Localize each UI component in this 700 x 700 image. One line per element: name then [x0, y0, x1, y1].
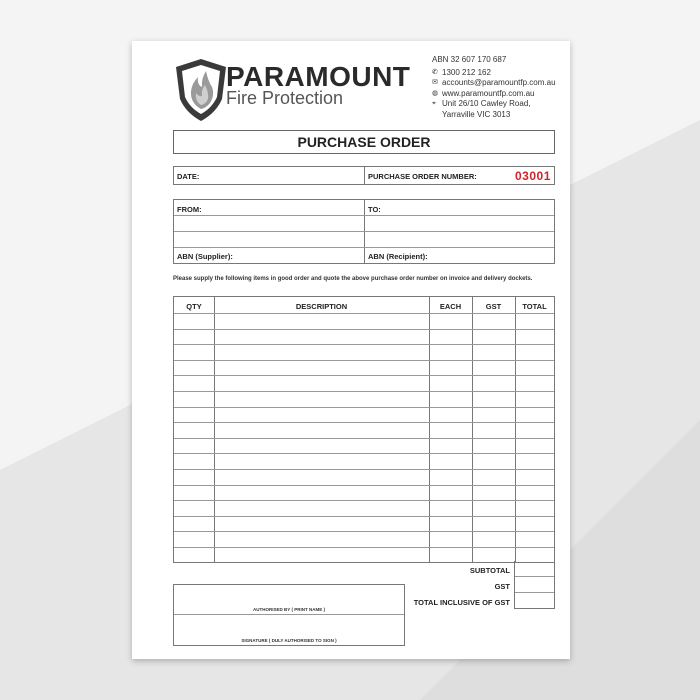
po-number-label: PURCHASE ORDER NUMBER: [368, 172, 477, 181]
table-row[interactable] [174, 516, 554, 517]
table-row[interactable] [174, 422, 554, 423]
to-label: TO: [368, 205, 381, 214]
gst-field[interactable] [515, 578, 553, 592]
from-field[interactable] [202, 200, 362, 246]
authorised-by-label: AUTHORISED BY ( PRINT NAME ) [253, 607, 325, 612]
address-line-2: Yarraville VIC 3013 [442, 109, 511, 119]
phone-icon: ✆ [432, 68, 438, 76]
table-row[interactable] [174, 360, 554, 361]
signature-label: SIGNATURE ( DULY AUTHORISED TO SIGN ) [241, 638, 337, 643]
from-label: FROM: [177, 205, 202, 214]
phone-number: 1300 212 162 [442, 67, 491, 77]
table-row[interactable] [174, 313, 554, 314]
gst-header: GST [485, 302, 502, 311]
email-icon: ✉ [432, 79, 438, 86]
company-abn: ABN 32 607 170 687 [432, 55, 507, 64]
abn-recipient-label: ABN (Recipient): [368, 252, 428, 261]
date-label: DATE: [177, 172, 200, 181]
po-number-field[interactable] [476, 167, 552, 182]
abn-recipient-field[interactable] [432, 247, 552, 261]
description-header: DESCRIPTION [295, 302, 348, 311]
table-row[interactable] [174, 438, 554, 439]
to-field[interactable] [382, 200, 552, 246]
brand-name: PARAMOUNT [226, 61, 411, 92]
abn-supplier-field[interactable] [242, 247, 362, 261]
authorised-by-field[interactable] [174, 585, 402, 605]
subtotal-label: SUBTOTAL [469, 566, 510, 575]
date-field[interactable] [204, 167, 362, 182]
instruction-text: Please supply the following items in good order and quote the above purchase order number on invoice and delivery dockets. [173, 276, 533, 282]
website-url: www.paramountfp.com.au [442, 88, 535, 98]
table-row[interactable] [174, 500, 554, 501]
table-row[interactable] [174, 531, 554, 532]
globe-icon: ◍ [432, 89, 439, 97]
subtotal-field[interactable] [515, 562, 553, 576]
purchase-order-sheet [132, 41, 570, 659]
abn-line [432, 55, 556, 66]
contact-block [432, 55, 556, 120]
table-row[interactable] [174, 391, 554, 392]
table-row[interactable] [174, 453, 554, 454]
shield-flame-logo-icon [172, 55, 230, 125]
address-line-1: Unit 26/10 Cawley Road, [442, 99, 531, 108]
items-table [173, 296, 555, 563]
brand-subtitle: Fire Protection [226, 88, 344, 108]
table-row[interactable] [174, 469, 554, 470]
table-row[interactable] [174, 485, 554, 486]
qty-header: QTY [186, 302, 202, 311]
total-field[interactable] [515, 594, 553, 608]
table-row[interactable] [174, 375, 554, 376]
table-row[interactable] [174, 329, 554, 330]
abn-supplier-label: ABN (Supplier): [177, 252, 233, 261]
table-row[interactable] [174, 547, 554, 548]
location-icon: ⌖ [432, 100, 436, 107]
gst-total-label: GST [494, 582, 510, 591]
total-inclusive-label: TOTAL INCLUSIVE OF GST [413, 598, 510, 607]
table-row[interactable] [174, 407, 554, 408]
total-header: TOTAL [522, 302, 547, 311]
po-number: 03001 [515, 169, 551, 183]
table-row[interactable] [174, 344, 554, 345]
email-address: accounts@paramountfp.com.au [442, 78, 556, 87]
signature-field[interactable] [174, 615, 402, 635]
each-header: EACH [439, 302, 462, 311]
form-title: PURCHASE ORDER [173, 130, 555, 154]
